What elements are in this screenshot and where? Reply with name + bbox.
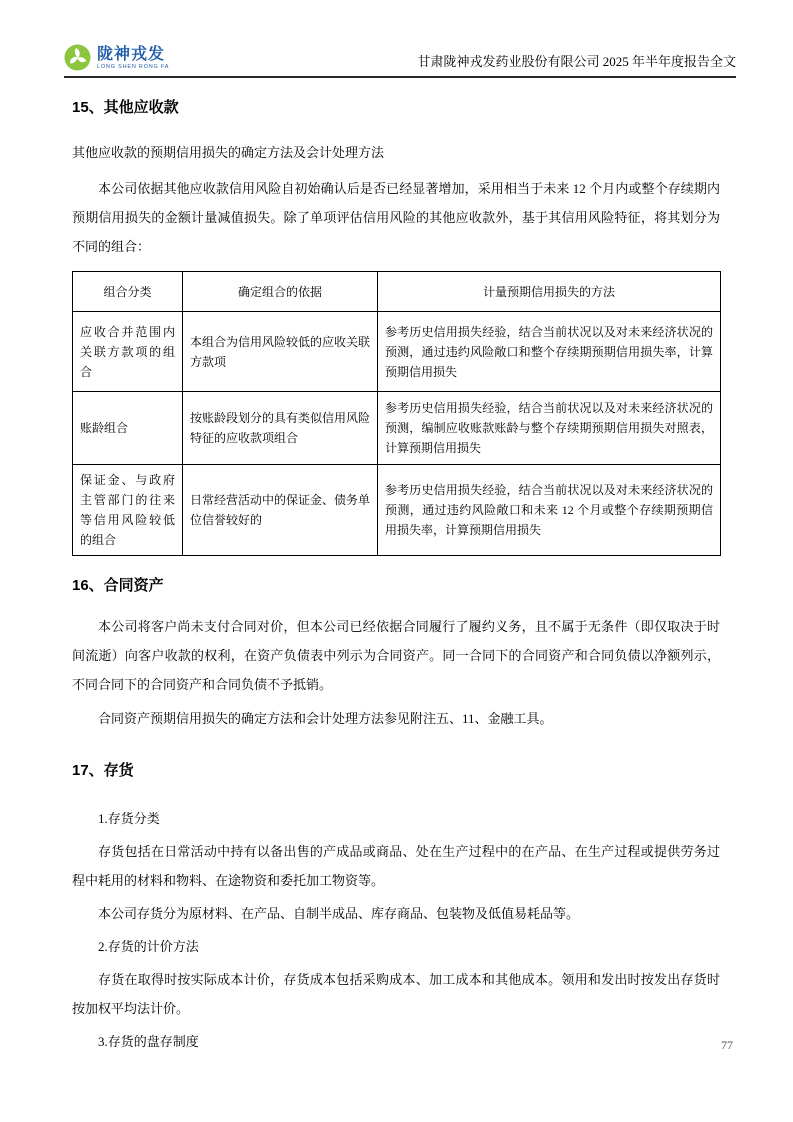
- section-15-paragraph: 本公司依据其他应收款信用风险自初始确认后是否已经显著增加，采用相当于未来 12 个月内或整个存续期内预期信用损失的金额计量减值损失。除了单项评估信用风险的其他应收款外，基于其信用风险特征，将其划分为不同的组合：: [72, 181, 720, 254]
- cell-basis: 日常经营活动中的保证金、债务单位信誉较好的: [183, 465, 378, 556]
- cell-method: 参考历史信用损失经验，结合当前状况以及对未来经济状况的预测，编制应收账款账龄与整个存续期预期信用损失对照表，计算预期信用损失: [378, 392, 721, 465]
- page-number: 77: [721, 1038, 733, 1052]
- col-header-ecl-method: 计量预期信用损失的方法: [378, 272, 721, 312]
- table-header-row: [73, 272, 721, 312]
- table-row: [73, 465, 721, 556]
- pinwheel-logo-icon: [64, 44, 91, 71]
- table-row: [73, 312, 721, 392]
- col-header-portfolio-category: 组合分类: [73, 272, 183, 312]
- section-15-intro: 其他应收款的预期信用损失的确定方法及会计处理方法: [72, 145, 385, 160]
- logo-name-en: LONG SHEN RONG FA: [97, 63, 170, 70]
- section-16-paragraph-1: 本公司将客户尚未支付合同对价，但本公司已经依据合同履行了履约义务，且不属于无条件（即仅取决于时间流逝）向客户收款的权利，在资产负债表中列示为合同资产。同一合同下的合同资产和合同负债以净额列示，不同合同下的合同资产和合同负债不予抵销。: [72, 619, 720, 692]
- section-16-paragraph-2: 合同资产预期信用损失的确定方法和会计处理方法参见附注五、11、金融工具。: [98, 711, 553, 726]
- document-title: 甘肃陇神戎发药业股份有限公司 2025 年半年度报告全文: [417, 54, 736, 69]
- page-header: [64, 0, 736, 78]
- section-15-heading: 15、其他应收款: [72, 99, 179, 116]
- section-17-paragraph: 本公司存货分为原材料、在产品、自制半成品、库存商品、包装物及低值易耗品等。: [98, 906, 580, 921]
- section-17-heading: 17、存货: [72, 762, 134, 779]
- cell-category: 保证金、与政府主管部门的往来等信用风险较低的组合: [73, 465, 183, 556]
- section-17-paragraph: 3.存货的盘存制度: [98, 1034, 199, 1049]
- section-17-paragraph: 1.存货分类: [98, 811, 160, 826]
- logo-text: [97, 46, 169, 70]
- cell-category: 账龄组合: [73, 392, 183, 465]
- cell-category: 应收合并范围内关联方款项的组合: [73, 312, 183, 392]
- section-16-heading: 16、合同资产: [72, 577, 164, 594]
- cell-method: 参考历史信用损失经验，结合当前状况以及对未来经济状况的预测，通过违约风险敞口和未来 12 个月或整个存续期预期信用损失率，计算预期信用损失: [378, 465, 721, 556]
- section-17-paragraph: 2.存货的计价方法: [98, 939, 199, 954]
- section-17-paragraph: 存货在取得时按实际成本计价，存货成本包括采购成本、加工成本和其他成本。领用和发出时按发出存货时按加权平均法计价。: [72, 972, 720, 1016]
- table-row: [73, 392, 721, 465]
- col-header-portfolio-basis: 确定组合的依据: [183, 272, 378, 312]
- page-content: [72, 99, 720, 1056]
- section-17-paragraph: 存货包括在日常活动中持有以备出售的产成品或商品、处在生产过程中的在产品、在生产过程或提供劳务过程中耗用的材料和物料、在途物资和委托加工物资等。: [72, 844, 720, 888]
- cell-basis: 本组合为信用风险较低的应收关联方款项: [183, 312, 378, 392]
- cell-method: 参考历史信用损失经验，结合当前状况以及对未来经济状况的预测，通过违约风险敞口和整个存续期预期信用损失率，计算预期信用损失: [378, 312, 721, 392]
- company-logo: [64, 44, 169, 71]
- ecl-portfolio-table: [72, 271, 721, 556]
- logo-name-cn: 陇神戎发: [97, 45, 166, 63]
- cell-basis: 按账龄段划分的具有类似信用风险特征的应收款项组合: [183, 392, 378, 465]
